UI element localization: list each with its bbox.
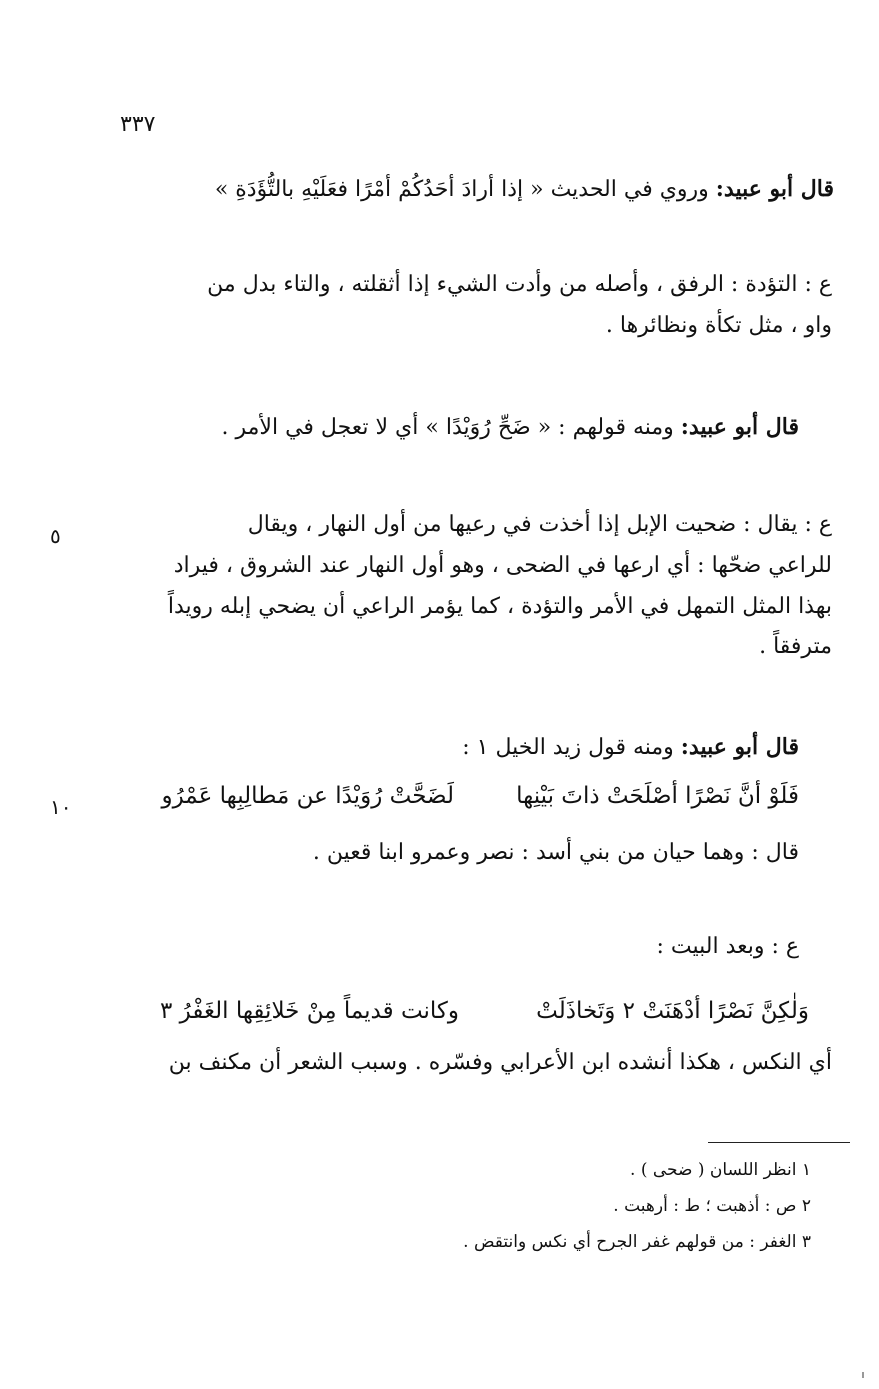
footnote: ١ انظر اللسان ( ضحى ) . bbox=[630, 1160, 811, 1180]
heading-proverb bbox=[222, 414, 799, 441]
verse-hemistich-second: وكانت قديماً مِنْ خَلائِقِها الغَفْرُ ٣ bbox=[160, 998, 459, 1024]
commentary-line: بهذا المثل التمهل في الأمر والتؤدة ، كما يؤمر الراعي أن يضحي إبله رويداً bbox=[167, 594, 832, 619]
commentary-line: واو ، مثل تكأة ونظائرها . bbox=[605, 313, 832, 338]
line-number-mark: ٥ bbox=[50, 524, 61, 548]
commentary-line: مترفقاً . bbox=[759, 634, 832, 659]
commentary-line: للراعي ضحّها : أي ارعها في الضحى ، وهو أول النهار عند الشروق ، فيراد bbox=[173, 553, 832, 578]
commentary-line: ع : وبعد البيت : bbox=[656, 934, 799, 959]
footnote: ٢ ص : أذهبت ؛ ط : أرهبت . bbox=[613, 1196, 811, 1216]
footnote: ٣ الغفر : من قولهم غفر الجرح أي نكس وانتقض . bbox=[463, 1232, 811, 1252]
heading-text: وروي في الحديث « إذا أرادَ أحَدُكُمْ أمْرًا فعَلَيْهِ بالتُّؤَدَةِ » bbox=[214, 177, 709, 202]
verse-hemistich-first: فَلَوْ أنَّ نَصْرًا أصْلَحَتْ ذاتَ بَيْنِها bbox=[516, 783, 799, 809]
commentary-line: ع : التؤدة : الرفق ، وأصله من وأدت الشيء إذا أثقلته ، والتاء بدل من bbox=[207, 272, 832, 297]
heading-text: ومنه قول زيد الخيل ١ : bbox=[462, 735, 674, 760]
scan-speck bbox=[862, 1372, 864, 1378]
speaker-label: قال أبو عبيد: bbox=[680, 734, 799, 760]
verse-hemistich-first: وَلٰكِنَّ نَصْرًا أدْهَنَتْ ٢ وَتَخاذَلَتْ bbox=[536, 998, 809, 1024]
heading-hadith bbox=[215, 176, 834, 203]
commentary-line: أي النكس ، هكذا أنشده ابن الأعرابي وفسّره . وسبب الشعر أن مكنف بن bbox=[168, 1050, 832, 1075]
commentary-line: ع : يقال : ضحيت الإبل إذا أخذت في رعيها من أول النهار ، ويقال bbox=[247, 512, 832, 537]
line-number-mark: ١٠ bbox=[50, 795, 72, 819]
speaker-label: قال أبو عبيد: bbox=[715, 176, 834, 202]
heading-poet bbox=[462, 734, 799, 761]
commentary-line: قال : وهما حيان من بني أسد : نصر وعمرو ابنا قعين . bbox=[312, 840, 799, 865]
heading-text: ومنه قولهم : « ضَحِّ رُوَيْدًا » أي لا تعجل في الأمر . bbox=[221, 415, 674, 440]
page-number: ٣٣٧ bbox=[120, 112, 156, 137]
speaker-label: قال أبو عبيد: bbox=[680, 414, 799, 440]
footnote-divider bbox=[708, 1142, 850, 1143]
verse-hemistich-second: لَضَحَّتْ رُوَيْدًا عن مَطالِبِها عَمْرُو bbox=[161, 783, 454, 809]
